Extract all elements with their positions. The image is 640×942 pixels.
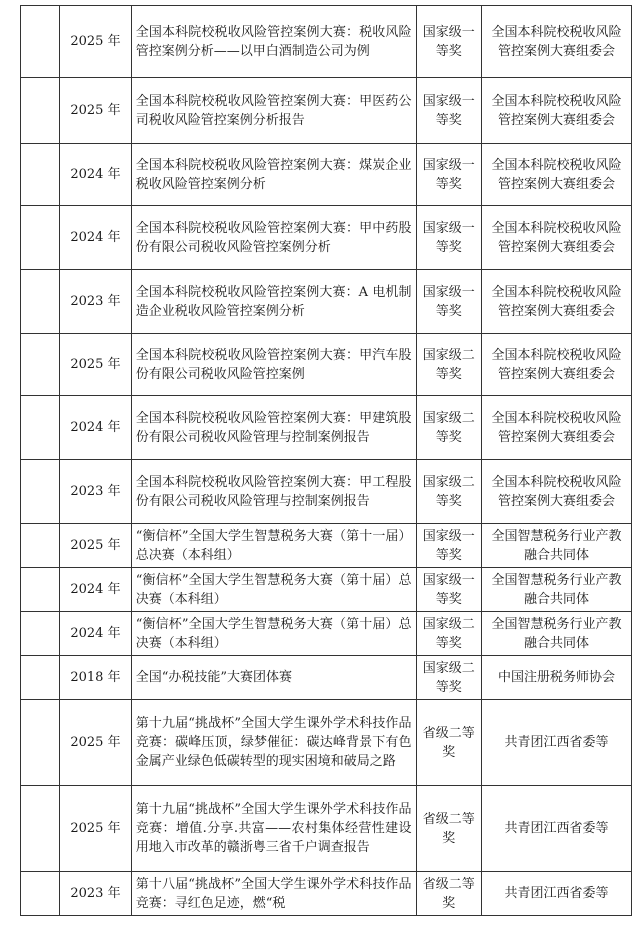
competition-name-cell: 全国本科院校税收风险管控案例大赛：甲医药公司税收风险管控案例分析报告 [131,78,416,144]
award-level-cell: 省级二等奖 [416,700,481,786]
index-cell [21,144,60,206]
award-level-cell: 国家级二等奖 [416,612,481,656]
organizer-cell: 全国本科院校税收风险管控案例大赛组委会 [481,6,631,78]
organizer-cell: 共青团江西省委等 [481,786,631,872]
award-level-cell: 国家级一等奖 [416,270,481,334]
competition-name-cell: “衡信杯”全国大学生智慧税务大赛（第十届）总决赛（本科组） [131,612,416,656]
year-cell: 2025 年 [60,78,131,144]
index-cell [21,872,60,916]
award-level-cell: 省级二等奖 [416,872,481,916]
year-cell: 2018 年 [60,656,131,700]
award-level-cell: 国家级一等奖 [416,568,481,612]
table-row [21,568,632,612]
organizer-cell: 全国本科院校税收风险管控案例大赛组委会 [481,270,631,334]
award-level-cell: 国家级一等奖 [416,206,481,270]
competition-name-cell: “衡信杯”全国大学生智慧税务大赛（第十一届）总决赛（本科组） [131,524,416,568]
index-cell [21,524,60,568]
index-cell [21,612,60,656]
competition-name-cell: 全国本科院校税收风险管控案例大赛：甲中药股份有限公司税收风险管控案例分析 [131,206,416,270]
awards-table [20,5,632,916]
index-cell [21,700,60,786]
awards-sheet [20,5,632,916]
organizer-cell: 全国本科院校税收风险管控案例大赛组委会 [481,460,631,524]
table-row [21,786,632,872]
competition-name-cell: 全国本科院校税收风险管控案例大赛：甲建筑股份有限公司税收风险管理与控制案例报告 [131,396,416,460]
year-cell: 2024 年 [60,612,131,656]
organizer-cell: 共青团江西省委等 [481,700,631,786]
index-cell [21,78,60,144]
year-cell: 2023 年 [60,460,131,524]
year-cell: 2025 年 [60,524,131,568]
table-row [21,206,632,270]
organizer-cell: 全国本科院校税收风险管控案例大赛组委会 [481,396,631,460]
competition-name-cell: 全国本科院校税收风险管控案例大赛：A 电机制造企业税收风险管控案例分析 [131,270,416,334]
award-level-cell: 省级二等奖 [416,786,481,872]
table-row [21,144,632,206]
competition-name-cell: 全国本科院校税收风险管控案例大赛：甲工程股份有限公司税收风险管理与控制案例报告 [131,460,416,524]
index-cell [21,568,60,612]
index-cell [21,334,60,396]
table-row [21,6,632,78]
competition-name-cell: 全国本科院校税收风险管控案例大赛：税收风险管控案例分析——以甲白酒制造公司为例 [131,6,416,78]
competition-name-cell: 全国本科院校税收风险管控案例大赛：甲汽车股份有限公司税收风险管控案例 [131,334,416,396]
award-level-cell: 国家级一等奖 [416,144,481,206]
organizer-cell: 中国注册税务师协会 [481,656,631,700]
competition-name-cell: 第十九届“挑战杯”全国大学生课外学术科技作品竞赛：碳峰压顶，绿梦催征：碳达峰背景下有色金属产业绿色低碳转型的现实困境和破局之路 [131,700,416,786]
year-cell: 2024 年 [60,396,131,460]
table-row [21,334,632,396]
awards-table-body [21,6,632,916]
table-row [21,656,632,700]
competition-name-cell: 全国“办税技能”大赛团体赛 [131,656,416,700]
table-row [21,612,632,656]
year-cell: 2025 年 [60,700,131,786]
table-row [21,78,632,144]
year-cell: 2023 年 [60,872,131,916]
organizer-cell: 全国本科院校税收风险管控案例大赛组委会 [481,206,631,270]
index-cell [21,786,60,872]
table-row [21,872,632,916]
award-level-cell: 国家级一等奖 [416,78,481,144]
table-row [21,270,632,334]
index-cell [21,656,60,700]
year-cell: 2025 年 [60,334,131,396]
organizer-cell: 全国智慧税务行业产教融合共同体 [481,612,631,656]
award-level-cell: 国家级二等奖 [416,334,481,396]
year-cell: 2024 年 [60,206,131,270]
competition-name-cell: 第十八届“挑战杯”全国大学生课外学术科技作品竞赛：寻红色足迹，燃“税 [131,872,416,916]
table-row [21,524,632,568]
table-row [21,460,632,524]
year-cell: 2023 年 [60,270,131,334]
organizer-cell: 全国智慧税务行业产教融合共同体 [481,568,631,612]
index-cell [21,396,60,460]
year-cell: 2025 年 [60,786,131,872]
organizer-cell: 共青团江西省委等 [481,872,631,916]
award-level-cell: 国家级一等奖 [416,524,481,568]
award-level-cell: 国家级一等奖 [416,6,481,78]
year-cell: 2024 年 [60,568,131,612]
year-cell: 2025 年 [60,6,131,78]
competition-name-cell: 全国本科院校税收风险管控案例大赛：煤炭企业税收风险管控案例分析 [131,144,416,206]
award-level-cell: 国家级二等奖 [416,656,481,700]
index-cell [21,460,60,524]
competition-name-cell: “衡信杯”全国大学生智慧税务大赛（第十届）总决赛（本科组） [131,568,416,612]
table-row [21,700,632,786]
organizer-cell: 全国本科院校税收风险管控案例大赛组委会 [481,78,631,144]
year-cell: 2024 年 [60,144,131,206]
competition-name-cell: 第十九届“挑战杯”全国大学生课外学术科技作品竞赛：增值.分享.共富——农村集体经营性建设用地入市改革的赣浙粤三省千户调查报告 [131,786,416,872]
organizer-cell: 全国本科院校税收风险管控案例大赛组委会 [481,144,631,206]
index-cell [21,6,60,78]
index-cell [21,206,60,270]
organizer-cell: 全国本科院校税收风险管控案例大赛组委会 [481,334,631,396]
organizer-cell: 全国智慧税务行业产教融合共同体 [481,524,631,568]
award-level-cell: 国家级二等奖 [416,460,481,524]
award-level-cell: 国家级二等奖 [416,396,481,460]
table-row [21,396,632,460]
index-cell [21,270,60,334]
